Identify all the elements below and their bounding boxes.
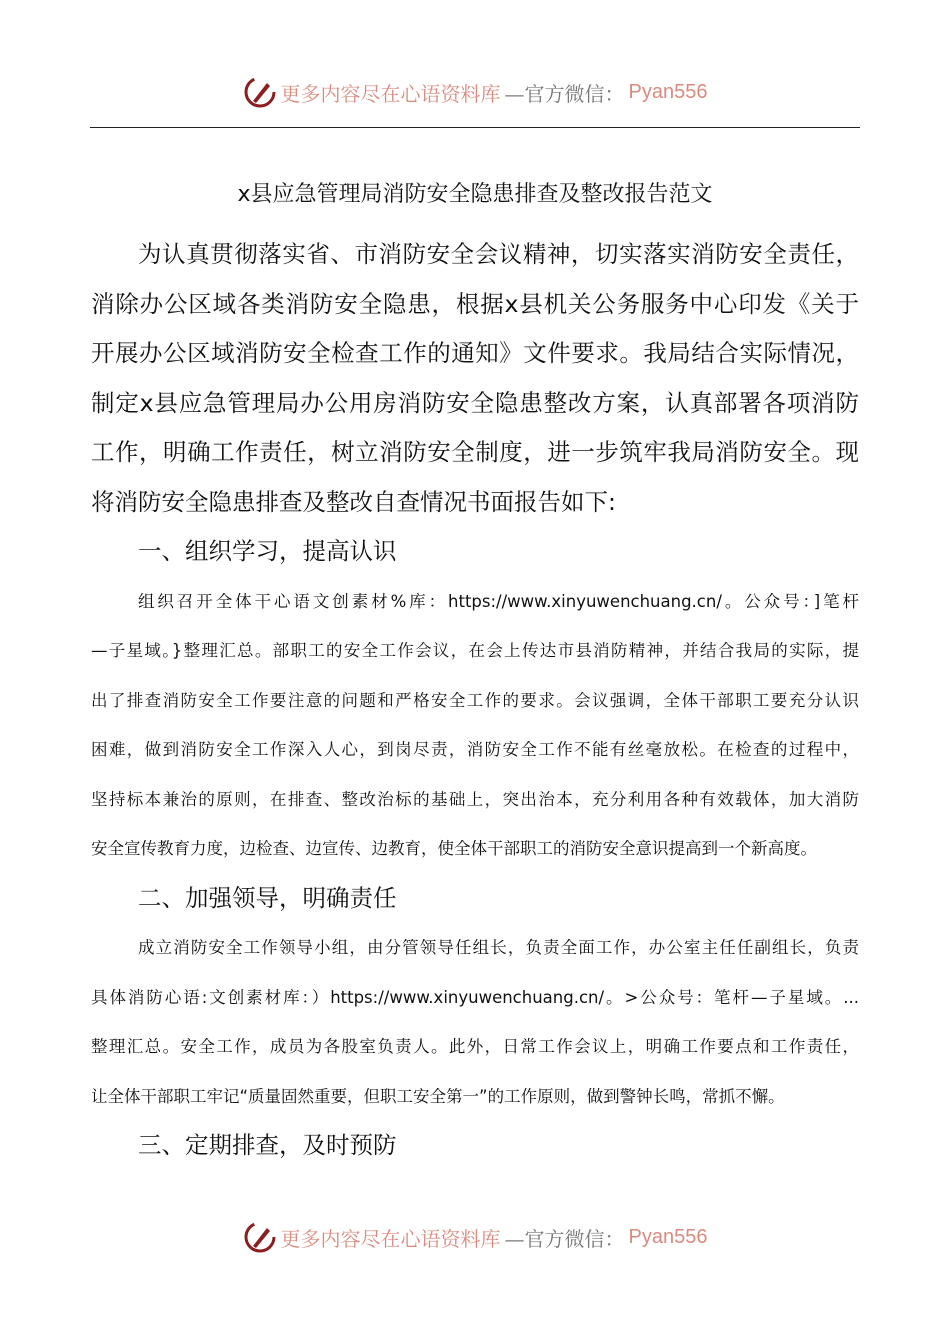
banner-dash: —官方微信： <box>504 1226 625 1251</box>
text-line: 制定x县应急管理局办公用房消防安全隐患整改方案，认真部署各项消防 <box>91 388 859 417</box>
text-line: 开展办公区域消防安全检查工作的通知》文件要求。我局结合实际情况， <box>91 339 859 367</box>
text-line: 成立消防安全工作领导小组，由分管领导任组长，负责全面工作，办公室主任任副组长，负责 <box>138 938 859 957</box>
text-line: 为认真贯彻落实省、市消防安全会议精神，切实落实消防安全责任， <box>138 240 859 268</box>
text-line: 组织召开全体干心语文创素材%库：https://www.xinyuwenchuang.cn/。公众号：]笔杆 <box>138 591 859 611</box>
document-body <box>91 170 859 1171</box>
banner-text: 更多内容尽在心语资料库 <box>280 81 501 106</box>
section-heading: 三、定期排查，及时预防 <box>138 1131 397 1159</box>
banner-dash: —官方微信： <box>504 81 625 106</box>
pen-logo-icon <box>243 75 277 109</box>
banner-text: 更多内容尽在心语资料库 <box>280 1226 501 1251</box>
section-heading: 一、组织学习，提高认识 <box>138 537 397 565</box>
text-line: 让全体干部职工牢记“质量固然重要，但职工安全第一”的工作原则，做到警钟长鸣，常抓不懈。 <box>91 1086 785 1106</box>
banner-wechat: Pyan556 <box>628 80 708 103</box>
text-line: 困难，做到消防安全工作深入人心，到岗尽责，消防安全工作不能有丝毫放松。在检查的过程中， <box>91 740 859 759</box>
text-line: 安全宣传教育力度，边检查、边宣传、边教育，使全体干部职工的消防安全意识提高到一个新高度。 <box>91 839 817 858</box>
text-line: 出了排查消防安全工作要注意的问题和严格安全工作的要求。会议强调，全体干部职工要充分认识 <box>91 690 859 710</box>
text-line: 消除办公区域各类消防安全隐患，根据x县机关公务服务中心印发《关于 <box>91 289 859 318</box>
text-line: 工作，明确工作责任，树立消防安全制度，进一步筑牢我局消防安全。现 <box>91 438 859 466</box>
banner-wechat: Pyan556 <box>628 1225 708 1248</box>
text-line: 坚持标本兼治的原则，在排查、整改治标的基础上，突出治本，充分利用各种有效载体，加大消防 <box>91 789 859 809</box>
document-title: x县应急管理局消防安全隐患排查及整改报告范文 <box>237 182 713 207</box>
pen-logo-icon <box>243 1220 277 1254</box>
text-line: 整理汇总。安全工作，成员为各股室负责人。此外，日常工作会议上，明确工作要点和工作责任， <box>91 1037 859 1056</box>
text-line: 将消防安全隐患排查及整改自查情况书面报告如下: <box>91 487 616 516</box>
text-line: —子星域。}整理汇总。部职工的安全工作会议，在会上传达市县消防精神，并结合我局的实际，提 <box>91 641 859 660</box>
section-heading: 二、加强领导，明确责任 <box>138 883 397 912</box>
intro-paragraph <box>91 230 859 527</box>
header-watermark-banner <box>0 72 950 112</box>
footer-watermark-banner <box>0 1217 950 1257</box>
header-rule <box>90 127 860 128</box>
sections <box>91 527 859 1171</box>
text-line: 具体消防心语:文创素材库：）https://www.xinyuwenchuang.cn/。>公众号：笔杆—子星域。... <box>91 987 859 1007</box>
